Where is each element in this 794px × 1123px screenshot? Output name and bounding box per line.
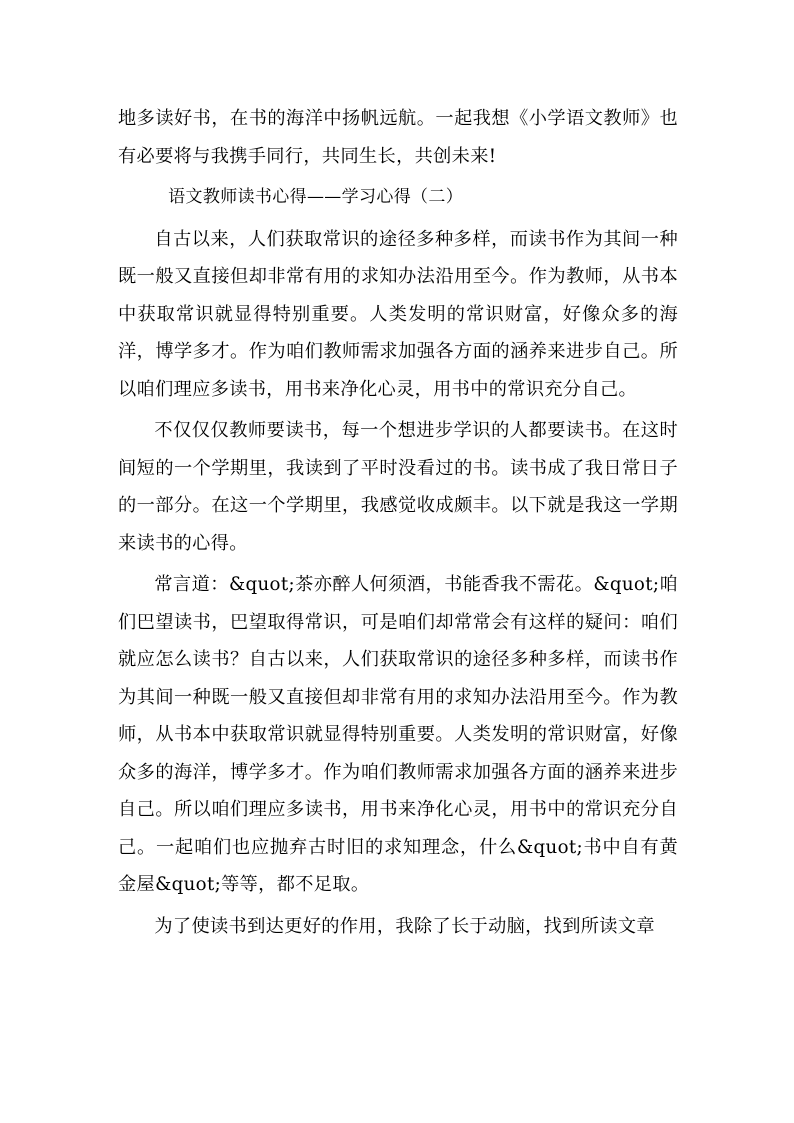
body-paragraph-4: 为了使读书到达更好的作用，我除了长于动脑，找到所读文章: [154, 915, 655, 937]
body-paragraph-2: 不仅仅仅教师要读书，每一个想进步学识的人都要读书。在这时间短的一个学期里，我读到了平时没看过的书。读书成了我日常日子的一部分。在这一个学期里，我感觉收成颇丰。以下就是我这一学期来读书的心得。: [118, 420, 678, 554]
document-body: [118, 100, 678, 949]
section-heading: 语文教师读书心得——学习心得（二）: [168, 187, 464, 207]
body-paragraph-1: 自古以来，人们获取常识的途径多种多样，而读书作为其间一种既一般又直接但却非常有用的求知办法沿用至今。作为教师，从书本中获取常识就显得特别重要。人类发明的常识财富，好像众多的海洋，博学多才。作为咱们教师需求加强各方面的涵养来进步自己。所以咱们理应多读书，用书来净化心灵，用书中的常识充分自己。: [118, 228, 678, 400]
body-paragraph-3: 常言道：&quot;茶亦醉人何须酒，书能香我不需花。&quot;咱们巴望读书，巴望取得常识，可是咱们却常常会有这样的疑问：咱们就应怎么读书？自古以来，人们获取常识的途径多种多样，而读书作为其间一种既一般又直接但却非常有用的求知办法沿用至今。作为教师，从书本中获取常识就显得特别重要。人类发明的常识财富，好像众多的海洋，博学多才。作为咱们教师需求加强各方面的涵养来进步自己。所以咱们理应多读书，用书来净化心灵，用书中的常识充分自己。一起咱们也应抛弃古时旧的求知理念，什么&quot;书中自有黄金屋&quot;等等，都不足取。: [118, 574, 678, 895]
continuation-paragraph: 地多读好书，在书的海洋中扬帆远航。一起我想《小学语文教师》也有必要将与我携手同行，共同生长，共创未来!: [118, 108, 678, 167]
